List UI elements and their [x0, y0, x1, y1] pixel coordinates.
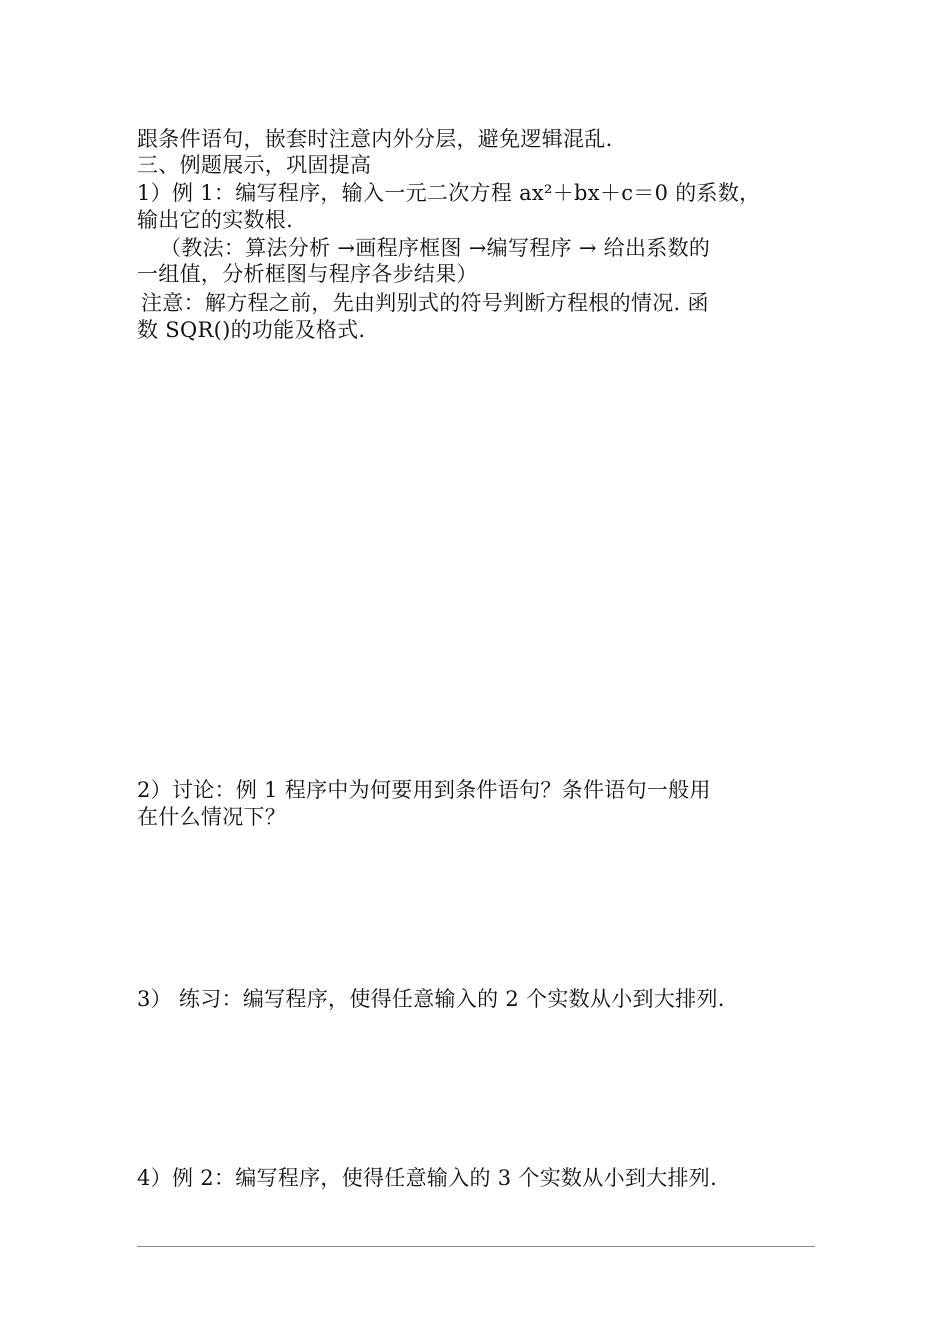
footer-divider [137, 1246, 815, 1247]
example-1-line-2: 输出它的实数根. [137, 208, 294, 232]
text-line-1: 跟条件语句，嵌套时注意内外分层，避免逻辑混乱. [137, 127, 613, 151]
exercise-line: 3） 练习：编写程序，使得任意输入的 2 个实数从小到大排列. [137, 987, 725, 1011]
note-line-2: 数 SQR()的功能及格式. [137, 318, 366, 342]
discussion-line-2: 在什么情况下？ [137, 805, 287, 829]
teaching-note-line-2: 一组值，分析框图与程序各步结果） [137, 262, 478, 286]
teaching-note-line-1: （教法：算法分析 →画程序框图 →编写程序 → 给出系数的 [160, 236, 711, 260]
example-2-line: 4）例 2：编写程序，使得任意输入的 3 个实数从小到大排列. [137, 1166, 718, 1190]
note-line-1: 注意：解方程之前，先由判别式的符号判断方程根的情况. 函 [141, 291, 709, 315]
section-heading: 三、例题展示，巩固提高 [137, 153, 372, 177]
discussion-line-1: 2）讨论：例 1 程序中为何要用到条件语句？条件语句一般用 [137, 778, 711, 802]
example-1-line-1: 1）例 1：编写程序，输入一元二次方程 ax²＋bx＋c＝0 的系数， [137, 181, 761, 205]
